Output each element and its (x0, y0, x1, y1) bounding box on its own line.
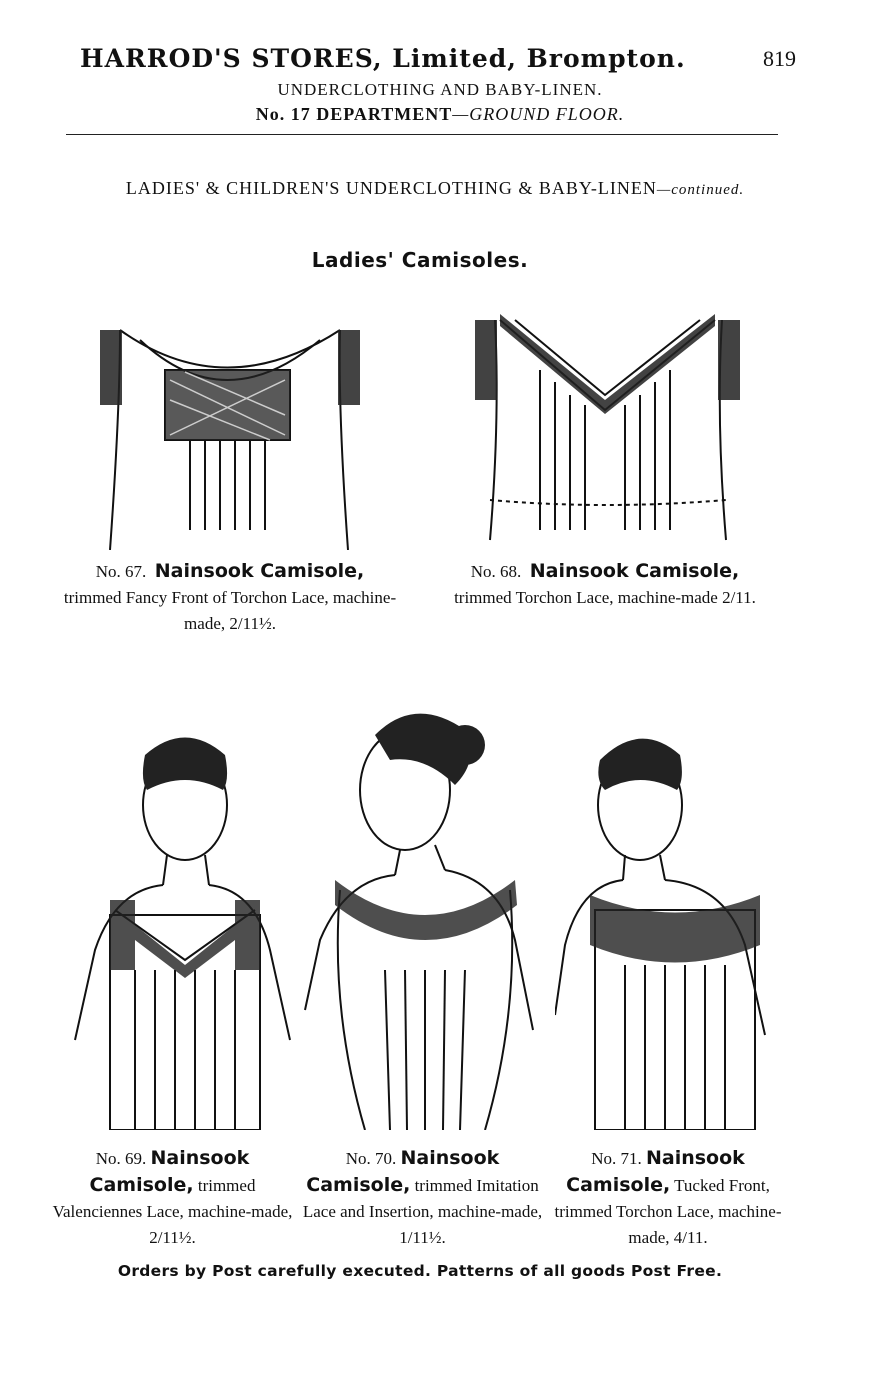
item-70-caption (300, 1145, 545, 1251)
item-71-description: Tucked Front, trimmed Torchon Lace, machine-made, 4/11. (554, 1176, 782, 1247)
item-67-caption (60, 558, 400, 637)
item-67-name: Nainsook Camisole, (154, 560, 365, 582)
item-71-number: No. 71. (591, 1149, 642, 1168)
page-heading: Ladies' Camisoles. (311, 248, 529, 272)
item-68-description: trimmed Torchon Lace, machine-made 2/11. (454, 588, 756, 607)
catalogue-subtitle: UNDERCLOTHING AND BABY-LINEN. (277, 80, 603, 99)
camisole-71-drawing (555, 715, 785, 1130)
department-number: No. 17 DEPARTMENT (255, 104, 453, 124)
header-rule (66, 134, 778, 135)
item-71-name: Nainsook Camisole, (566, 1147, 745, 1196)
store-name: HARROD'S STORES, Limited, Brompton. (80, 44, 686, 73)
item-68-number: No. 68. (470, 562, 522, 581)
item-70-number: No. 70. (345, 1149, 397, 1168)
item-67-description: trimmed Fancy Front of Torchon Lace, machine-made, 2/11½. (63, 588, 397, 633)
item-69-name: Nainsook Camisole, (89, 1147, 250, 1196)
camisole-68-illustration (460, 300, 750, 550)
camisole-70-drawing (295, 690, 545, 1130)
department-line (60, 104, 820, 125)
camisole-69-illustration (55, 710, 295, 1130)
footer-note: Orders by Post carefully executed. Patterns of all goods Post Free. (117, 1262, 723, 1280)
item-69-number: No. 69. (95, 1149, 147, 1168)
item-71-caption (548, 1145, 788, 1251)
item-67-number: No. 67. (95, 562, 147, 581)
section-title-text: LADIES' & CHILDREN'S UNDERCLOTHING & BABY-LINEN (125, 178, 657, 198)
camisole-69-drawing (55, 710, 295, 1130)
item-68-name: Nainsook Camisole, (529, 560, 740, 582)
section-continued: —continued. (656, 182, 745, 198)
camisole-68-drawing (460, 300, 750, 550)
camisole-67-illustration (80, 300, 370, 550)
item-70-name: Nainsook Camisole, (306, 1147, 500, 1196)
camisole-71-illustration (555, 715, 785, 1130)
item-69-description: trimmed Valenciennes Lace, machine-made, 2/11½. (52, 1176, 293, 1247)
camisole-70-illustration (295, 690, 545, 1130)
department-location: —GROUND FLOOR. (452, 104, 625, 124)
page-number: 819 (763, 46, 796, 71)
item-69-caption (50, 1145, 295, 1251)
camisole-67-drawing (80, 300, 370, 550)
item-68-caption (430, 558, 780, 611)
store-header (60, 44, 820, 74)
item-70-description: trimmed Imitation Lace and Insertion, machine-made, 1/11½. (302, 1176, 543, 1247)
section-title (40, 178, 830, 199)
